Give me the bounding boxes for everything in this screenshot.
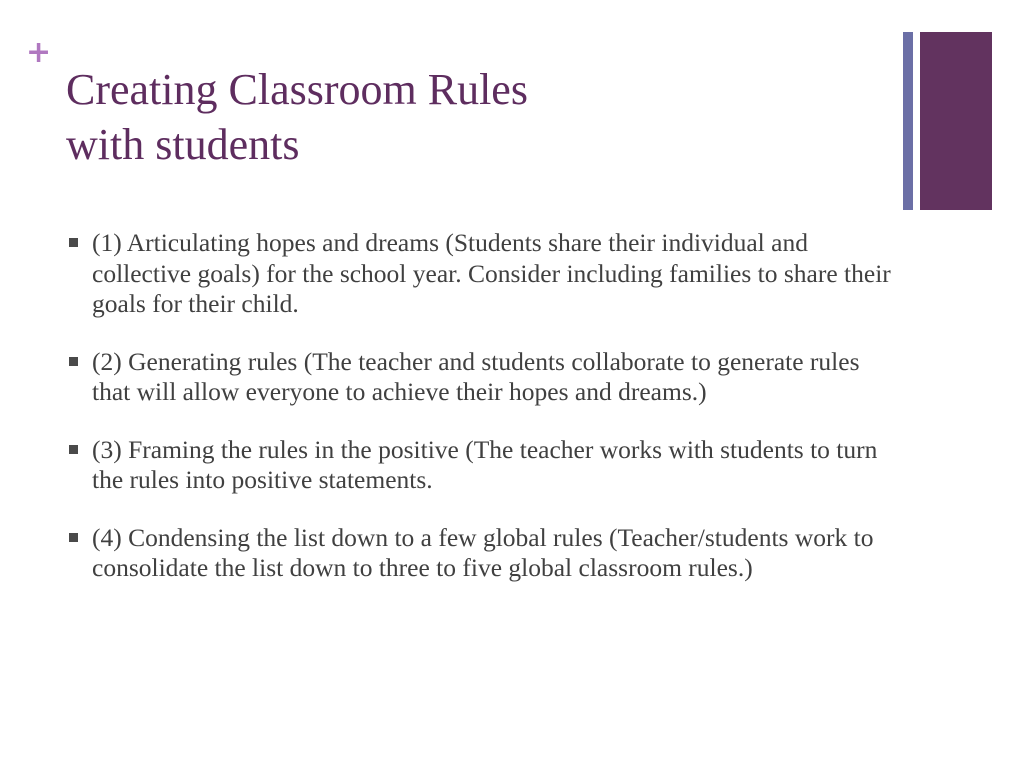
accent-bar-thick — [920, 32, 992, 210]
slide-title — [66, 62, 826, 172]
slide-title-line-1: Creating Classroom Rules — [66, 65, 528, 114]
bullet-text-4: (4) Condensing the list down to a few global rules (Teacher/students work to consolidate the list down to three to five global classroom rules.) — [92, 522, 874, 582]
bullet-text-1: (1) Articulating hopes and dreams (Students share their individual and collective goals) for the school year. Consider including families to share their goals for their child. — [92, 228, 891, 318]
slide-title-line-2: with students — [66, 120, 300, 169]
bullet-list — [66, 228, 896, 611]
bullet-item-3 — [66, 435, 896, 496]
bullet-item-4 — [66, 523, 896, 584]
square-bullet-icon — [69, 533, 78, 542]
bullet-text-3: (3) Framing the rules in the positive (The teacher works with students to turn the rules into positive statements. — [92, 434, 878, 494]
accent-bar-thin — [903, 32, 913, 210]
square-bullet-icon — [69, 445, 78, 454]
plus-icon: + — [26, 35, 52, 70]
bullet-item-1 — [66, 228, 896, 320]
square-bullet-icon — [69, 238, 78, 247]
bullet-text-2: (2) Generating rules (The teacher and students collaborate to generate rules that will allow everyone to achieve their hopes and dreams.) — [92, 346, 860, 406]
bullet-item-2 — [66, 347, 896, 408]
square-bullet-icon — [69, 357, 78, 366]
